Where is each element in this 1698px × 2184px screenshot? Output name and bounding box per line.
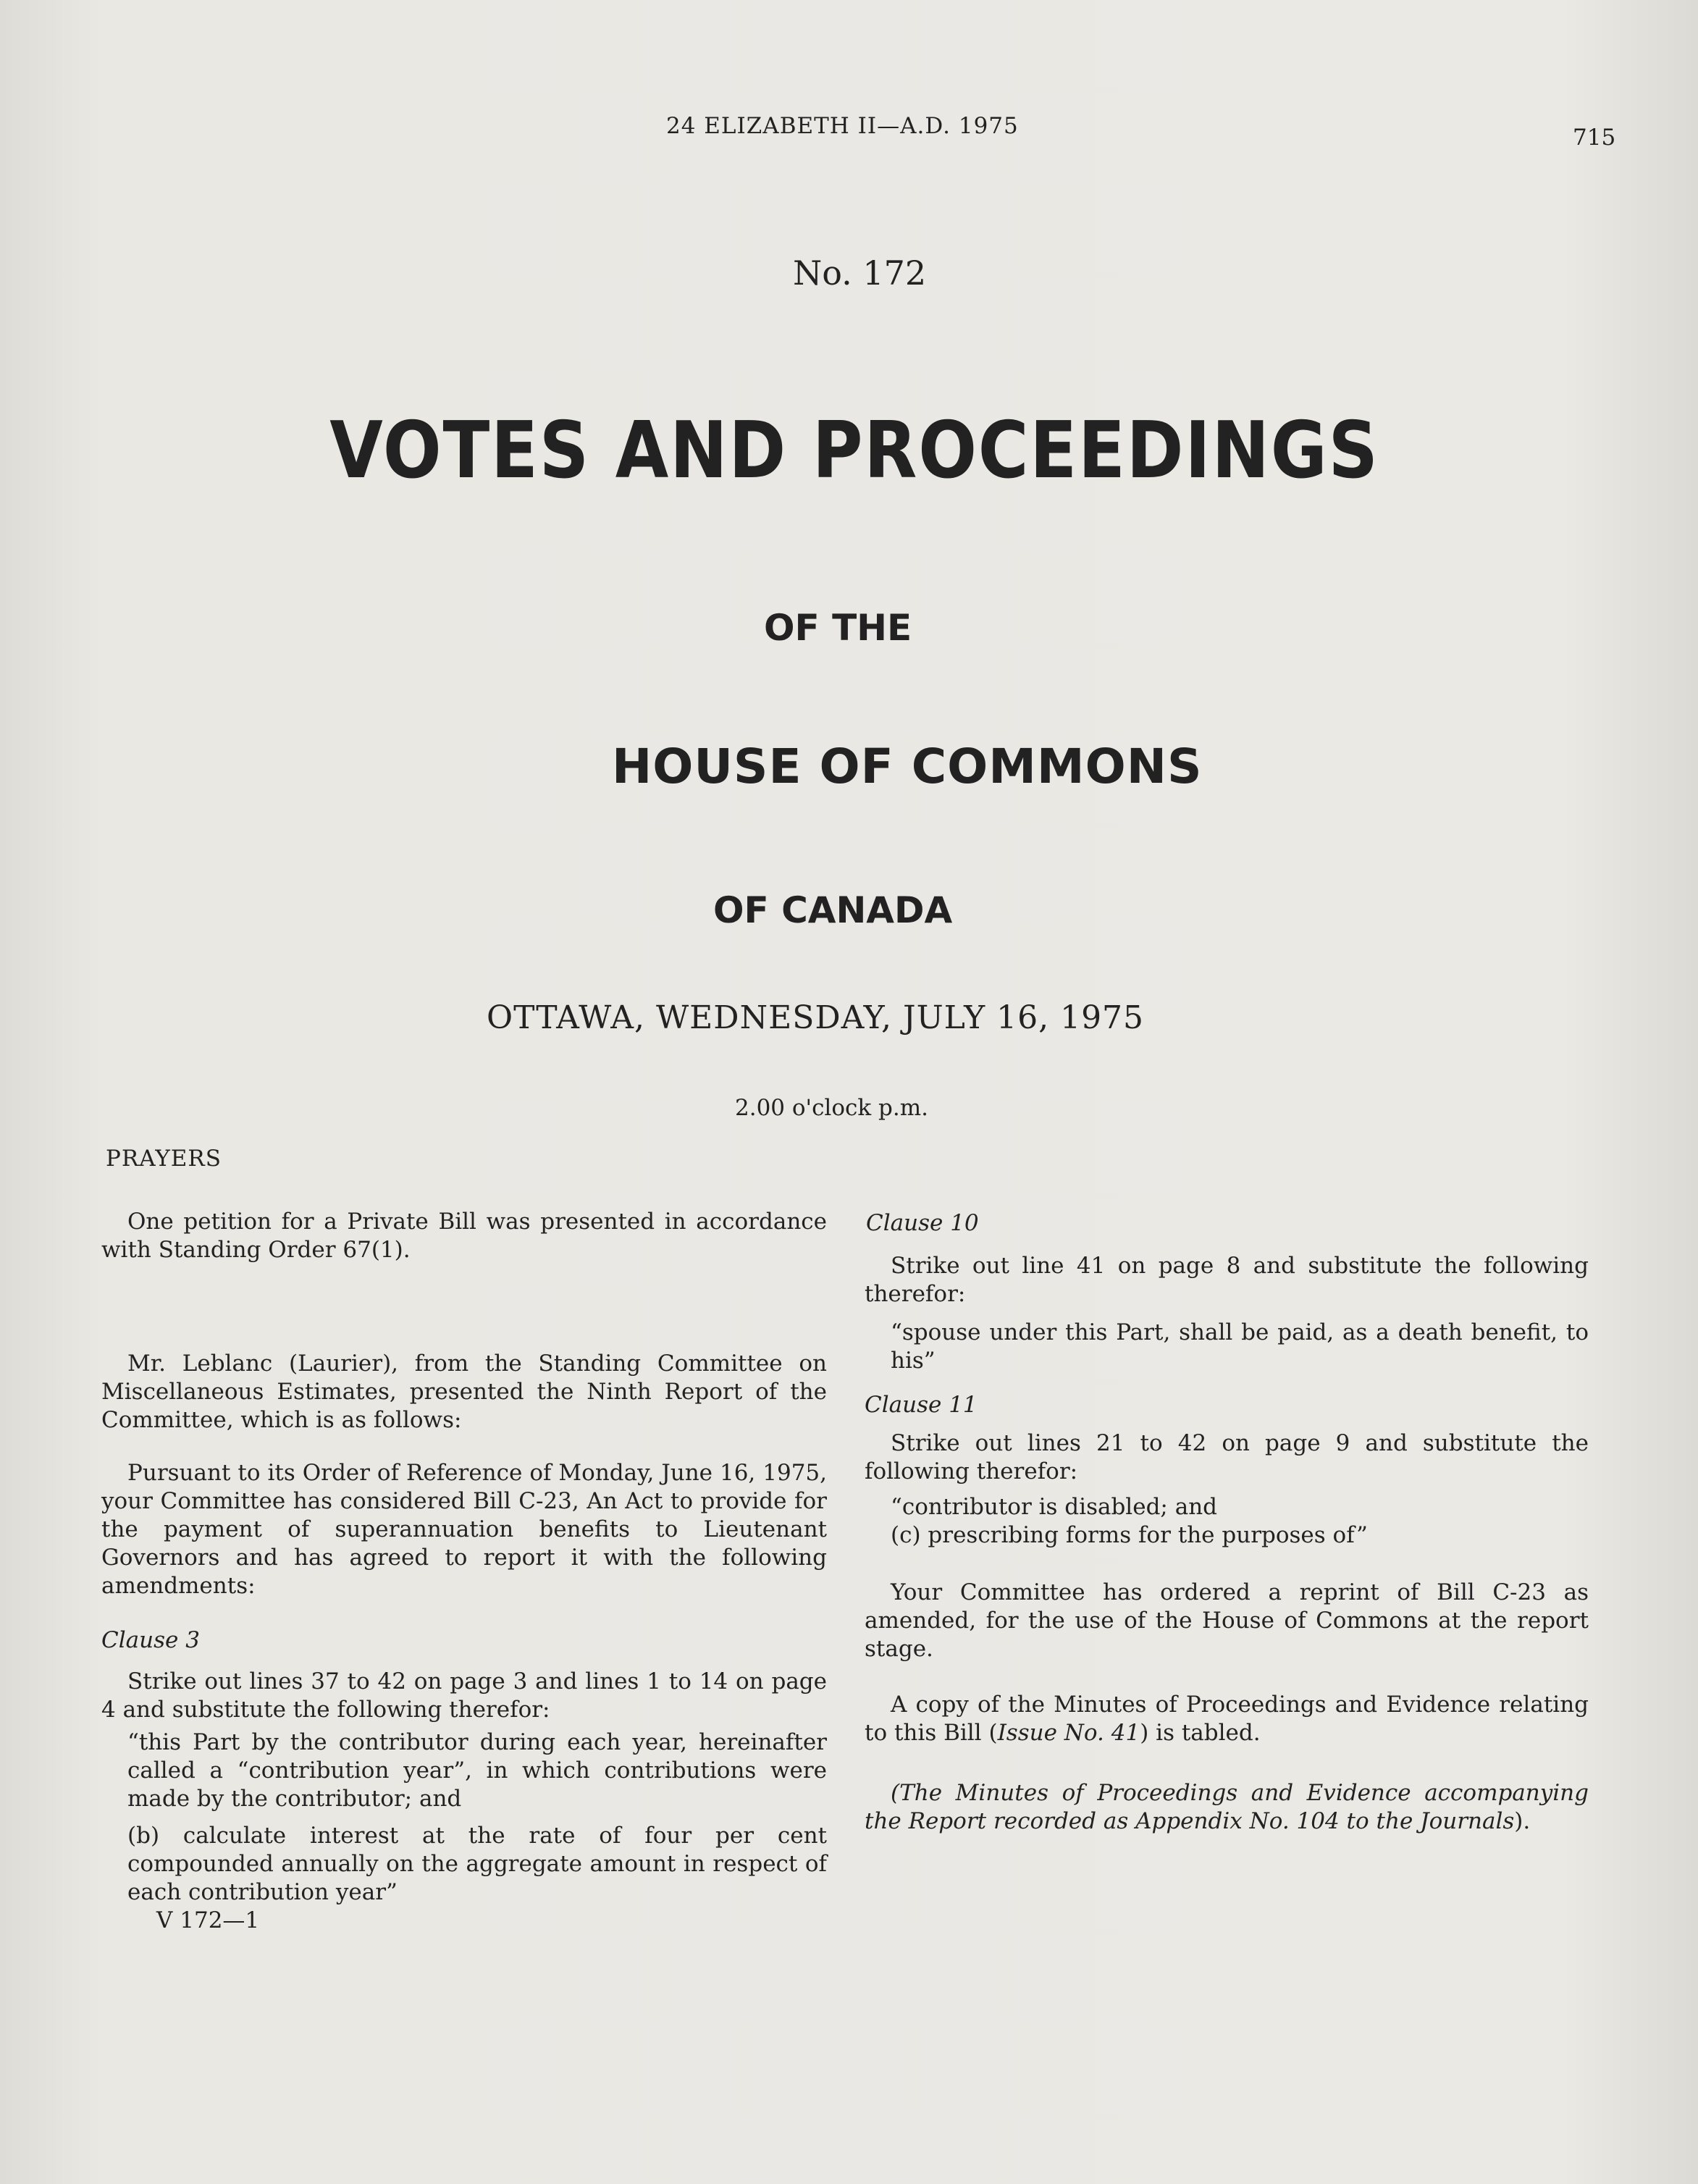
clause-3-quote-part-b: (b) calculate interest at the rate of four per cent compounded annually on the aggregate amount in respect of each contribution year” [127, 1823, 827, 1905]
petition-paragraph: One petition for a Private Bill was presented in accordance with Standing Order 67(1). [101, 1209, 827, 1263]
clause-11-quote-block [865, 1493, 1589, 1550]
left-column [101, 1208, 827, 1935]
reign-year-header: 24 ELIZABETH II—A.D. 1975 [666, 113, 1019, 139]
masthead-title: VOTES AND PROCEEDINGS [329, 406, 1379, 496]
minutes-copy-paragraph [865, 1691, 1589, 1747]
minutes-copy-text-b: ) is tabled. [1140, 1720, 1261, 1746]
appendix-note-text: (The Minutes of Proceedings and Evidence accompanying the Report recorded as Appendix No. 104 to the Journals [865, 1780, 1589, 1834]
page-number: 715 [1573, 125, 1616, 151]
issue-number: No. 172 [793, 253, 927, 293]
clause-11-heading: Clause 11 [865, 1392, 978, 1418]
sitting-time: 2.00 o'clock p.m. [735, 1095, 928, 1121]
clause-10-quote: “spouse under this Part, shall be paid, as a death benefit, to his” [891, 1319, 1589, 1374]
clause-10-instruction: Strike out line 41 on page 8 and substitute the following therefor: [865, 1253, 1589, 1307]
clause-11-quote-part-b: (c) prescribing forms for the purposes of” [891, 1522, 1368, 1548]
masthead-of-canada: OF CANADA [713, 889, 953, 931]
minutes-copy-text-a: A copy of the Minutes of Proceedings and Evidence relating to this Bill ( [865, 1692, 1589, 1746]
clause-3-instruction: Strike out lines 37 to 42 on page 3 and lines 1 to 14 on page 4 and substitute the following therefor: [101, 1668, 827, 1723]
committee-intro-paragraph: Mr. Leblanc (Laurier), from the Standing Committee on Miscellaneous Estimates, presented the Ninth Report of the Committee, which is as follows: [101, 1351, 827, 1433]
order-of-reference-paragraph: Pursuant to its Order of Reference of Monday, June 16, 1975, your Committee has considered Bill C-23, An Act to provide for the payment of superannuation benefits to Lieutenant Governors and has agreed to report it with the following amendments: [101, 1460, 827, 1599]
clause-3-heading: Clause 3 [101, 1627, 200, 1653]
clause-3-quote-part-a: “this Part by the contributor during each year, hereinafter called a “contribution year”, in which contributions were made by the contributor; and [127, 1729, 827, 1812]
clause-3-quote [101, 1729, 827, 1907]
appendix-note-close: ). [1514, 1808, 1531, 1834]
appendix-note [865, 1779, 1589, 1836]
reprint-paragraph: Your Committee has ordered a reprint of Bill C-23 as amended, for the use of the House of Commons at the report stage. [865, 1579, 1589, 1662]
prayers-heading: PRAYERS [106, 1146, 222, 1172]
masthead-of-the: OF THE [764, 607, 912, 649]
masthead-house: HOUSE OF COMMONS [612, 739, 1203, 794]
sitting-date: OTTAWA, WEDNESDAY, JULY 16, 1975 [487, 999, 1145, 1036]
clause-11-quote-part-a: “contributor is disabled; and [891, 1494, 1217, 1520]
minutes-copy-issue: Issue No. 41 [997, 1720, 1140, 1746]
clause-11-instruction: Strike out lines 21 to 42 on page 9 and substitute the following therefor: [865, 1430, 1589, 1484]
clause-10-quote-block [865, 1319, 1589, 1375]
right-column [865, 1209, 1589, 1836]
clause-10-heading: Clause 10 [866, 1210, 979, 1236]
folio-mark: V 172—1 [156, 1907, 260, 1933]
